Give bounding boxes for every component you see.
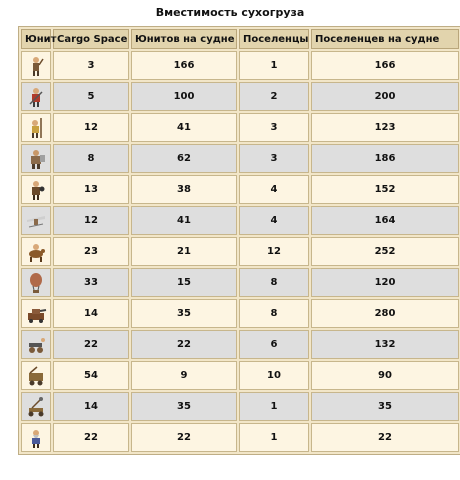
settlers-per-ship-cell: 22 — [311, 423, 459, 452]
header-unit: Юнит — [21, 29, 51, 49]
unit-cell — [21, 423, 51, 452]
settlers-cell: 4 — [239, 175, 309, 204]
unit-cell — [21, 330, 51, 359]
cargo-space-cell: 14 — [53, 392, 129, 421]
unit-cell — [21, 361, 51, 390]
settlers-cell: 6 — [239, 330, 309, 359]
cargo-space-cell: 3 — [53, 51, 129, 80]
table-row — [21, 82, 459, 111]
glider-unit-icon — [25, 210, 47, 232]
cargo-space-cell: 54 — [53, 361, 129, 390]
settlers-cell: 12 — [239, 237, 309, 266]
table-row — [21, 237, 459, 266]
settlers-per-ship-cell: 132 — [311, 330, 459, 359]
units-per-ship-cell: 38 — [131, 175, 237, 204]
cargo-space-cell: 22 — [53, 330, 129, 359]
heavy-infantry-unit-icon — [25, 148, 47, 170]
cargo-space-cell: 23 — [53, 237, 129, 266]
settlers-cell: 10 — [239, 361, 309, 390]
unit-cell — [21, 237, 51, 266]
cavalry-unit-icon — [25, 241, 47, 263]
settlers-cell: 8 — [239, 268, 309, 297]
cargo-space-cell: 14 — [53, 299, 129, 328]
settlers-per-ship-cell: 280 — [311, 299, 459, 328]
balloon-unit-icon — [25, 272, 47, 294]
units-per-ship-cell: 22 — [131, 330, 237, 359]
settlers-per-ship-cell: 252 — [311, 237, 459, 266]
unit-cell — [21, 392, 51, 421]
header-units-per-ship: Юнитов на судне — [131, 29, 237, 49]
units-per-ship-cell: 21 — [131, 237, 237, 266]
settlers-cell: 1 — [239, 423, 309, 452]
tank-unit-icon — [25, 303, 47, 325]
header-settlers-per-ship: Поселенцев на судне — [311, 29, 459, 49]
table-row — [21, 299, 459, 328]
unit-cell — [21, 299, 51, 328]
units-per-ship-cell: 15 — [131, 268, 237, 297]
settlers-per-ship-cell: 123 — [311, 113, 459, 142]
units-per-ship-cell: 35 — [131, 392, 237, 421]
settlers-cell: 2 — [239, 82, 309, 111]
cargo-space-cell: 12 — [53, 113, 129, 142]
grenadier-unit-icon — [25, 179, 47, 201]
unit-cell — [21, 82, 51, 111]
header-row — [21, 29, 459, 49]
settlers-per-ship-cell: 90 — [311, 361, 459, 390]
units-per-ship-cell: 9 — [131, 361, 237, 390]
settlers-per-ship-cell: 166 — [311, 51, 459, 80]
settlers-per-ship-cell: 152 — [311, 175, 459, 204]
header-settlers: Поселенцы — [239, 29, 309, 49]
settlers-cell: 1 — [239, 392, 309, 421]
table-row — [21, 206, 459, 235]
units-per-ship-cell: 166 — [131, 51, 237, 80]
table-row — [21, 51, 459, 80]
table-row — [21, 144, 459, 173]
units-per-ship-cell: 22 — [131, 423, 237, 452]
units-per-ship-cell: 41 — [131, 206, 237, 235]
catapult-unit-icon — [25, 396, 47, 418]
musketeer-unit-icon — [25, 86, 47, 108]
unit-cell — [21, 175, 51, 204]
table-row — [21, 175, 459, 204]
settlers-per-ship-cell: 164 — [311, 206, 459, 235]
units-per-ship-cell: 35 — [131, 299, 237, 328]
table-caption: Вместимость сухогруза — [155, 6, 305, 19]
cargo-space-cell: 33 — [53, 268, 129, 297]
settlers-cell: 3 — [239, 113, 309, 142]
unit-cell — [21, 51, 51, 80]
unit-cell — [21, 268, 51, 297]
table-row — [21, 268, 459, 297]
table-row — [21, 392, 459, 421]
settlers-per-ship-cell: 35 — [311, 392, 459, 421]
table-row — [21, 113, 459, 142]
cargo-space-cell: 5 — [53, 82, 129, 111]
table-row — [21, 423, 459, 452]
settler-unit-icon — [25, 55, 47, 77]
settlers-cell: 4 — [239, 206, 309, 235]
table-row — [21, 361, 459, 390]
unit-cell — [21, 206, 51, 235]
table-row — [21, 330, 459, 359]
unit-cell — [21, 144, 51, 173]
settlers-cell: 3 — [239, 144, 309, 173]
cargo-space-cell: 12 — [53, 206, 129, 235]
units-per-ship-cell: 41 — [131, 113, 237, 142]
cargo-space-cell: 8 — [53, 144, 129, 173]
settlers-per-ship-cell: 186 — [311, 144, 459, 173]
units-per-ship-cell: 62 — [131, 144, 237, 173]
cargo-space-cell: 13 — [53, 175, 129, 204]
cannon-unit-icon — [25, 334, 47, 356]
settlers-per-ship-cell: 200 — [311, 82, 459, 111]
settlers-per-ship-cell: 120 — [311, 268, 459, 297]
header-cargo-space: Cargo Space — [53, 29, 129, 49]
unit-cell — [21, 113, 51, 142]
settlers-cell: 8 — [239, 299, 309, 328]
dwarf-unit-icon — [25, 427, 47, 449]
units-per-ship-cell: 100 — [131, 82, 237, 111]
settlers-cell: 1 — [239, 51, 309, 80]
pikeman-unit-icon — [25, 117, 47, 139]
cargo-space-cell: 22 — [53, 423, 129, 452]
cargo-capacity-table — [18, 26, 460, 455]
siege-engine-unit-icon — [25, 365, 47, 387]
